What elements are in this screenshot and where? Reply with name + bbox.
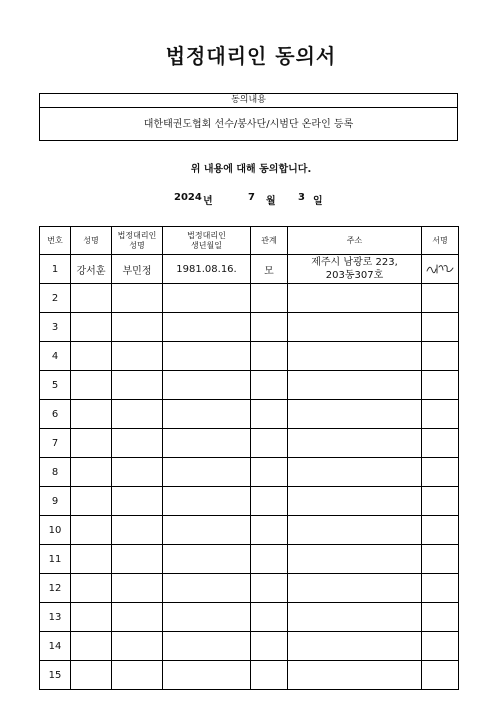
row-relation [251, 632, 288, 661]
handwritten-signature-icon [425, 261, 455, 277]
row-guardian-birth [163, 429, 251, 458]
row-relation [251, 603, 288, 632]
header-no: 번호 [40, 227, 71, 255]
row-no: 6 [40, 400, 71, 429]
row-no: 5 [40, 371, 71, 400]
date-month: 7 [248, 192, 255, 203]
row-signature [422, 458, 459, 487]
row-signature [422, 400, 459, 429]
row-guardian-name [112, 342, 163, 371]
row-address [288, 487, 422, 516]
row-name [71, 632, 112, 661]
row-guardian-name [112, 284, 163, 313]
row-signature [422, 661, 459, 690]
row-guardian-birth [163, 632, 251, 661]
row-guardian-name [112, 429, 163, 458]
document-title: 법정대리인 동의서 [165, 44, 337, 68]
row-name [71, 603, 112, 632]
row-guardian-birth [163, 574, 251, 603]
row-guardian-birth [163, 487, 251, 516]
date-year-unit: 년 [203, 196, 213, 207]
table-row [40, 284, 459, 313]
row-guardian-birth [163, 545, 251, 574]
row-guardian-birth [163, 284, 251, 313]
row-name [71, 429, 112, 458]
agreement-statement: 위 내용에 대해 동의합니다. [190, 164, 312, 175]
row-address [288, 545, 422, 574]
row-guardian-name [112, 313, 163, 342]
row-address [288, 342, 422, 371]
table-row [40, 255, 459, 284]
row-address [288, 371, 422, 400]
row-name [71, 313, 112, 342]
row-guardian-name [112, 574, 163, 603]
row-name [71, 371, 112, 400]
row-address [288, 516, 422, 545]
row-address [288, 255, 422, 284]
row-guardian-name [112, 487, 163, 516]
row-name [71, 284, 112, 313]
table-row [40, 574, 459, 603]
row-guardian-name: 부민정 [112, 255, 163, 284]
row-signature [422, 574, 459, 603]
row-name [71, 487, 112, 516]
row-relation [251, 487, 288, 516]
row-relation [251, 574, 288, 603]
row-name [71, 516, 112, 545]
table-row [40, 545, 459, 574]
header-address: 주소 [288, 227, 422, 255]
row-signature [422, 429, 459, 458]
table-header-row [40, 227, 459, 255]
row-address [288, 603, 422, 632]
table-row [40, 371, 459, 400]
row-address [288, 400, 422, 429]
table-row [40, 342, 459, 371]
row-no: 4 [40, 342, 71, 371]
row-relation [251, 545, 288, 574]
consent-table [39, 226, 459, 690]
row-signature [422, 487, 459, 516]
header-signature: 서명 [422, 227, 459, 255]
row-guardian-name [112, 516, 163, 545]
row-signature [422, 313, 459, 342]
table-row [40, 603, 459, 632]
row-no: 2 [40, 284, 71, 313]
row-guardian-birth [163, 313, 251, 342]
row-no: 8 [40, 458, 71, 487]
row-address [288, 284, 422, 313]
header-name: 성명 [71, 227, 112, 255]
row-address [288, 632, 422, 661]
row-guardian-name [112, 603, 163, 632]
row-guardian-birth [163, 661, 251, 690]
address-line: 203동307호 [325, 270, 384, 281]
row-address [288, 574, 422, 603]
table-row [40, 400, 459, 429]
table-row [40, 516, 459, 545]
row-guardian-name [112, 545, 163, 574]
row-no: 3 [40, 313, 71, 342]
consent-box [39, 93, 458, 141]
row-signature [422, 516, 459, 545]
row-guardian-name [112, 632, 163, 661]
row-name [71, 458, 112, 487]
row-no: 12 [40, 574, 71, 603]
row-signature [422, 342, 459, 371]
date-day-unit: 일 [313, 196, 323, 207]
table-row [40, 632, 459, 661]
row-no: 1 [40, 255, 71, 284]
row-no: 10 [40, 516, 71, 545]
row-guardian-name [112, 371, 163, 400]
row-relation [251, 284, 288, 313]
row-guardian-birth [163, 371, 251, 400]
row-guardian-birth [163, 516, 251, 545]
row-relation: 모 [251, 255, 288, 284]
table-row [40, 487, 459, 516]
date-month-unit: 월 [266, 196, 276, 207]
row-no: 9 [40, 487, 71, 516]
row-address [288, 429, 422, 458]
row-name: 강서훈 [71, 255, 112, 284]
header-guardian-birth: 법정대리인 생년월일 [163, 227, 251, 255]
row-no: 13 [40, 603, 71, 632]
row-relation [251, 400, 288, 429]
row-guardian-birth [163, 458, 251, 487]
row-guardian-birth [163, 603, 251, 632]
row-relation [251, 342, 288, 371]
row-no: 7 [40, 429, 71, 458]
header-guardian-name: 법정대리인 성명 [112, 227, 163, 255]
row-relation [251, 371, 288, 400]
row-name [71, 545, 112, 574]
header-relation: 관계 [251, 227, 288, 255]
row-name [71, 342, 112, 371]
row-guardian-name [112, 458, 163, 487]
row-no: 15 [40, 661, 71, 690]
row-guardian-name [112, 661, 163, 690]
consent-text: 대한태권도협회 선수/봉사단/시범단 온라인 등록 [143, 119, 354, 130]
row-address [288, 661, 422, 690]
table-row [40, 313, 459, 342]
row-guardian-birth [163, 400, 251, 429]
row-no: 14 [40, 632, 71, 661]
table-row [40, 661, 459, 690]
row-signature [422, 632, 459, 661]
row-signature [422, 603, 459, 632]
row-relation [251, 516, 288, 545]
row-name [71, 574, 112, 603]
row-signature [422, 255, 459, 284]
table-row [40, 458, 459, 487]
address-line: 제주시 남광로 223, [311, 257, 398, 268]
row-address [288, 458, 422, 487]
row-guardian-birth: 1981.08.16. [163, 255, 251, 284]
row-relation [251, 313, 288, 342]
row-relation [251, 429, 288, 458]
row-signature [422, 545, 459, 574]
table-row [40, 429, 459, 458]
row-no: 11 [40, 545, 71, 574]
date-year: 2024 [174, 192, 202, 203]
row-name [71, 661, 112, 690]
row-signature [422, 284, 459, 313]
row-guardian-name [112, 400, 163, 429]
row-name [71, 400, 112, 429]
row-signature [422, 371, 459, 400]
row-guardian-birth [163, 342, 251, 371]
consent-header: 동의내용 [40, 94, 457, 108]
row-relation [251, 661, 288, 690]
row-address [288, 313, 422, 342]
date-day: 3 [298, 192, 305, 203]
row-relation [251, 458, 288, 487]
